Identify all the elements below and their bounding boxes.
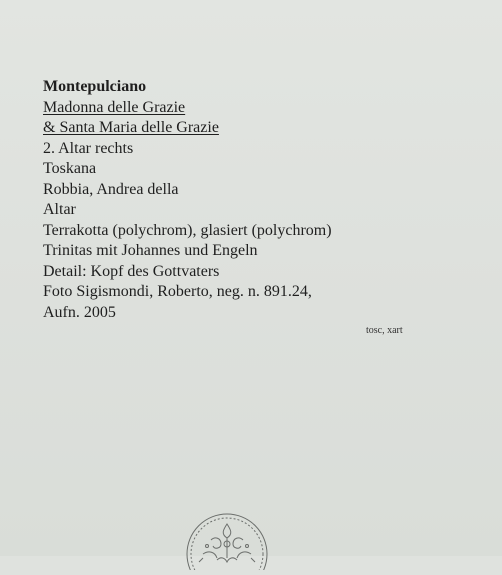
detail-line: Detail: Kopf des Gottvaters [43, 262, 220, 280]
photo-credit-line: Foto Sigismondi, Roberto, neg. n. 891.24, [43, 283, 312, 300]
location-line: 2. Altar rechts [43, 139, 134, 157]
material-line: Terrakotta (polychrom), glasiert (polychrom) [43, 221, 332, 239]
church-name-line-2: & Santa Maria delle Grazie [43, 119, 219, 136]
seal-graphic [181, 510, 273, 570]
photo-date-line: Aufn. 2005 [43, 303, 116, 321]
decorative-seal-icon [181, 510, 273, 570]
record-text [43, 77, 463, 323]
region-line: Toskana [43, 160, 97, 177]
subject-line: Trinitas mit Johannes und Engeln [43, 242, 258, 259]
artist-line: Robbia, Andrea della [43, 180, 179, 198]
classification-codes: tosc, xart [366, 325, 403, 336]
church-name-line-1: Madonna delle Grazie [43, 98, 186, 116]
object-type-line: Altar [43, 201, 76, 218]
place-heading: Montepulciano [43, 78, 147, 95]
